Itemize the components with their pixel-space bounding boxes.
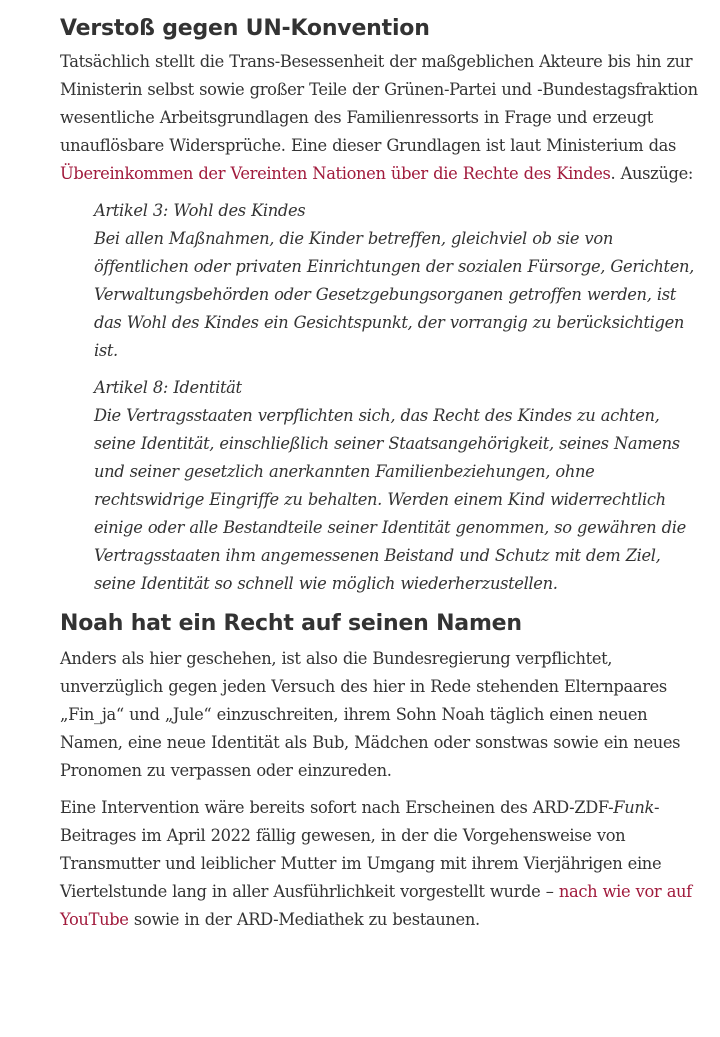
obligation-paragraph: Anders als hier geschehen, ist also die Bundesregierung verpflichtet, unverzüglich gegen jeden Versuch des hier in Rede stehenden Elternpaares „Fin_ja“ und „Jule“ einzuschreiten, ihrem Sohn Noah täglich einen neuen Namen, eine neue Identität als Bub, Mädchen oder sonstwas sowie ein neues Pronomen zu verpassen oder einzureden. xyxy=(60,649,681,780)
article-8-title: Artikel 8: Identität xyxy=(94,378,242,397)
article-3-quote xyxy=(94,197,706,365)
article-content xyxy=(60,0,710,943)
intro-text-end: . Auszüge: xyxy=(610,164,694,183)
intervention-text-middle: -Beitrages im April 2022 fällig gewesen, in der die Vorgehensweise von Transmutter und leiblicher Mutter im Umgang mit ihrem Vierjährigen eine Viertelstunde lang in aller Ausführlichkeit vorgestellt wurde – xyxy=(60,798,662,901)
un-convention-link[interactable]: Übereinkommen der Vereinten Nationen über die Rechte des Kindes xyxy=(60,164,611,183)
article-8-text: Die Vertragsstaaten verpflichten sich, das Recht des Kindes zu achten, seine Identität, einschließlich seiner Staatsangehörigkeit, seines Namens und seiner gesetzlich anerkannten Familienbeziehungen, ohne rechtswidrige Eingriffe zu behalten. Werden einem Kind widerrechtlich einige oder alle Bestandteile seiner Identität genommen, so gewähren die Vertragsstaaten ihm angemessenen Beistand und Schutz mit dem Ziel, seine Identität so schnell wie möglich wiederherzustellen. xyxy=(94,406,686,593)
section-heading-un-convention: Verstoß gegen UN-Konvention xyxy=(60,16,430,41)
intro-paragraph xyxy=(60,48,710,188)
section-heading-noah-name: Noah hat ein Recht auf seinen Namen xyxy=(60,611,522,636)
article-8-quote xyxy=(94,374,706,598)
intervention-text-end: sowie in der ARD-Mediathek zu bestaunen. xyxy=(128,910,480,929)
funk-italic: Funk xyxy=(613,798,655,817)
article-3-text: Bei allen Maßnahmen, die Kinder betreffen, gleichviel ob sie von öffentlichen oder privaten Einrichtungen der sozialen Fürsorge, Gerichten, Verwaltungsbehörden oder Gesetzgebungsorganen getroffen werden, ist das Wohl des Kindes ein Gesichtspunkt, der vorrangig zu berücksichtigen ist. xyxy=(94,229,694,360)
youtube-link[interactable]: nach wie vor auf YouTube xyxy=(60,882,692,929)
intervention-paragraph xyxy=(60,794,710,934)
intervention-text-start: Eine Intervention wäre bereits sofort nach Erscheinen des ARD-ZDF- xyxy=(60,798,614,817)
convention-quote xyxy=(94,197,706,598)
intro-text-start: Tatsächlich stellt die Trans-Besessenheit der maßgeblichen Akteure bis hin zur Ministerin selbst sowie großer Teile der Grünen-Partei und -Bundestagsfraktion wesentliche Arbeitsgrundlagen des Familienressorts in Frage und erzeugt unauflösbare Widersprüche. Eine dieser Grundlagen ist laut Ministerium das xyxy=(60,52,698,155)
article-3-title: Artikel 3: Wohl des Kindes xyxy=(94,201,306,220)
